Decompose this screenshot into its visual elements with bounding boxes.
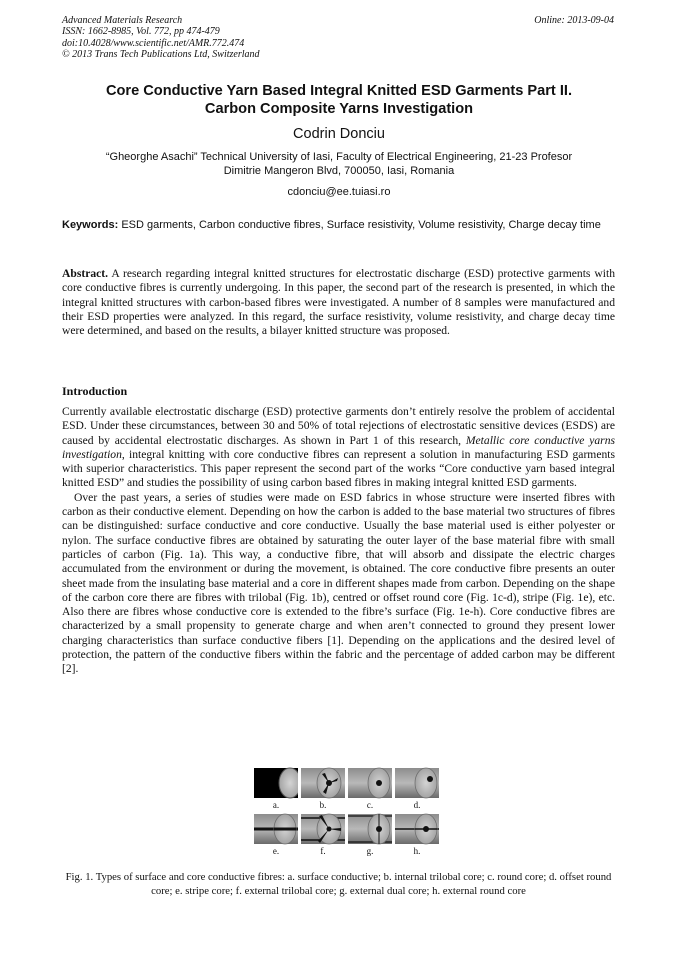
fiber-b-image	[301, 766, 345, 800]
keywords-label: Keywords:	[62, 219, 119, 231]
p1-text-start: Currently available electrostatic discharge (ESD) protective garments don’t entirely resolve the problem of accidental ESD. Under these circumstances, between 30 and 50% of total rejections of electrostatic sensitive devices (ESDS) are caused by accidental electrostatic discharges. As shown in Part 1 of this research,	[62, 405, 615, 447]
introduction-body	[62, 405, 615, 677]
fiber-e-image	[254, 812, 298, 846]
fiber-a-surface-conductive	[254, 766, 298, 812]
section-heading-introduction: Introduction	[62, 384, 128, 398]
fiber-a-image	[254, 766, 298, 800]
fiber-e-label: e.	[272, 846, 280, 856]
doi-line[interactable]: doi:10.4028/www.scientific.net/AMR.772.474	[62, 37, 245, 49]
abstract-label: Abstract.	[62, 267, 109, 280]
abstract-text: A research regarding integral knitted structures for electrostatic discharge (ESD) protective garments with core conductive fibres is currently undergoing. In this paper, the second part of the research is presented, in which the integral knitted structures with carbon-based fibres were investigated. A number of 8 samples were manufactured and their ESD properties were analyzed. In this regard, the surface resistivity, volume resistivity, and charge decay time were determined, and based on the results, a bilayer knitted structure was proposed.	[62, 267, 615, 338]
journal-name: Advanced Materials Research	[62, 15, 183, 26]
copyright-line: © 2013 Trans Tech Publications Ltd, Switzerland	[62, 49, 260, 61]
online-date: Online: 2013-09-04	[534, 15, 614, 26]
fiber-f-image	[301, 812, 345, 846]
figure-row-top	[254, 766, 440, 812]
keywords	[62, 218, 616, 233]
abstract	[62, 267, 615, 338]
paragraph-1	[62, 405, 615, 491]
fiber-h-external-round-core	[395, 812, 439, 858]
figure-1	[254, 766, 440, 858]
fiber-d-label: d.	[413, 800, 421, 810]
fiber-e-stripe-core	[254, 812, 298, 858]
p1-italic-title: Metallic core conductive yarns investigation	[62, 433, 615, 461]
fiber-f-label: f.	[320, 846, 326, 856]
affiliation-line-2: Dimitrie Mangeron Blvd, 700050, Iasi, Romania	[223, 165, 455, 177]
title-line-1: Core Conductive Yarn Based Integral Knitted ESD Garments Part II.	[105, 83, 573, 99]
fiber-c-label: c.	[366, 800, 374, 810]
fiber-d-image	[395, 766, 439, 800]
fiber-h-label: h.	[413, 846, 421, 856]
keywords-text: ESD garments, Carbon conductive fibres, Surface resistivity, Volume resistivity, Charge decay time	[121, 219, 601, 231]
fiber-a-label: a.	[272, 800, 280, 810]
figure-row-bottom	[254, 812, 440, 858]
p1-text-end: , integral knitting with core conductive fibres can represent a solution in manufacturing ESD garments with superior characteristics. This paper represent the second part of the works “Core conductive yarn based integral knitted ESD” and studies the possibility of using carbon based fibres in making integral knitted ESD garments.	[62, 447, 615, 490]
issn-line: ISSN: 1662-8985, Vol. 772, pp 474-479	[62, 26, 220, 38]
affiliation-line-1: “Gheorghe Asachi” Technical University of Iasi, Faculty of Electrical Engineering, 21-23 Profesor	[105, 151, 573, 163]
fiber-b-internal-trilobal	[301, 766, 345, 812]
paper-title	[62, 82, 616, 118]
journal-header	[62, 15, 260, 61]
fiber-g-label: g.	[366, 846, 374, 856]
fiber-c-image	[348, 766, 392, 800]
fiber-d-offset-round-core	[395, 766, 439, 812]
fiber-f-external-trilobal	[301, 812, 345, 858]
fiber-h-image	[395, 812, 439, 846]
fiber-b-label: b.	[319, 800, 327, 810]
fiber-g-external-dual-core	[348, 812, 392, 858]
affiliation	[62, 150, 616, 178]
paragraph-2: Over the past years, a series of studies were made on ESD fabrics in whose structure were inserted fibres with carbon as their conductive element. Depending on how the carbon is added to the base material two structures of fibres can be distinguished: surface conductive and core conductive. Usually the base material used is either polyester or nylon. The surface conductive fibres are obtained by saturating the outer layer of the base material fibre with small particles of carbon (Fig. 1a). This way, a conductive fibre, that will absorb and dissipate the electric charges accumulated from the environment or during the movement, is obtained. The core conductive fibre presents an outer sheet made from the insulating base material and a core in different shapes made from carbon. Depending on the shape of the carbon core there are fibres with trilobal (Fig. 1b), centred or offset round core (Fig. 1c-d), stripe (Fig. 1e), etc. Also there are fibres whose conductive core is extended to the fibre’s surface (Fig. 1e-h). Core conductive fibres are characterized by a small propensity to generate charge and when aren’t connected to ground they present lower charging characteristics than surface conductive fibers [1]. Depending on the applications and the desired level of protection, the pattern of the conductive fibers within the fabric and the percentage of added carbon may be different [2].	[62, 490, 615, 676]
fiber-g-image	[348, 812, 392, 846]
title-line-2: Carbon Composite Yarns Investigation	[204, 101, 474, 117]
author-email[interactable]: cdonciu@ee.tuiasi.ro	[287, 186, 391, 198]
figure-1-caption: Fig. 1. Types of surface and core conductive fibres: a. surface conductive; b. internal trilobal core; c. round core; d. offset round core; e. stripe core; f. external trilobal core; g. external dual core; h. external round core	[65, 871, 612, 897]
fiber-c-round-core	[348, 766, 392, 812]
author-name: Codrin Donciu	[293, 126, 385, 142]
